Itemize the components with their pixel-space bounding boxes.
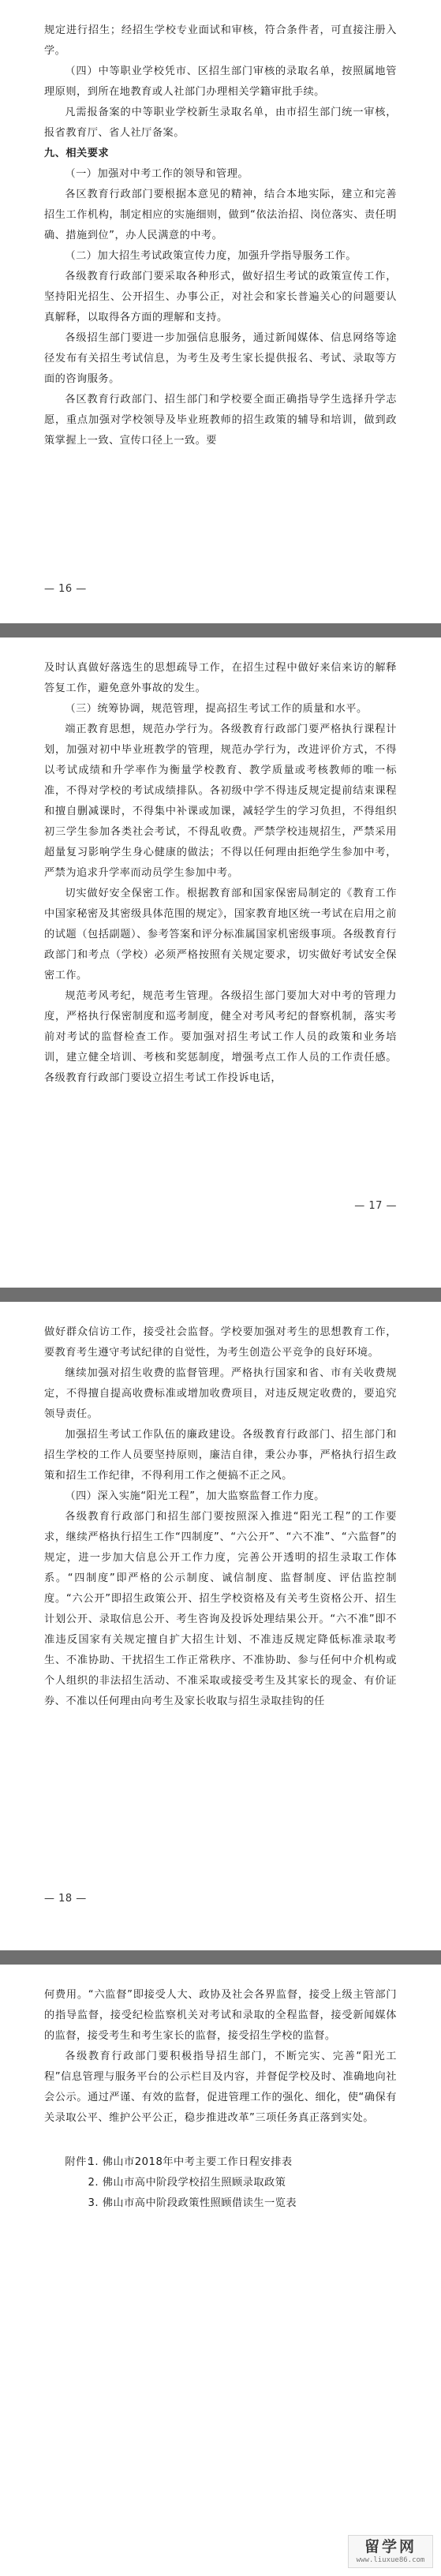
attachments (44, 2152, 397, 2214)
document-page-17 (0, 637, 441, 1288)
subsection-heading: （三）统筹协调，规范管理，提高招生考试工作的质量和水平。 (65, 703, 368, 715)
page-17-body (44, 658, 397, 1089)
attachment-item: 3. 佛山市高中阶段政策性照顾借读生一览表 (88, 2197, 297, 2209)
paragraph: 及时认真做好落选生的思想疏导工作，在招生过程中做好来信来访的解释答复工作，避免意外事故的发生。 (44, 662, 397, 694)
subsection-heading: （四）深入实施“阳光工程”，加大监察监督工作力度。 (65, 1490, 325, 1502)
paragraph: 端正教育思想，规范办学行为。各级教育行政部门要严格执行课程计划，加强对初中毕业班教学的管理，规范办学行为，改进评价方式，不得以考试成绩和升学率作为衡量学校教育、教学质量或考核教师的唯一标准，不得对学校的考试成绩排队。各初级中学不得违反规定提前结束课程和擅自删减课时，不得集中补课或加课，减轻学生的学习负担，不得组织初三学生参加各类社会考试，不得乱收费。严禁学校违规招生，严禁采用超量复习影响学生身心健康的做法；不得以任何理由拒绝学生参加中考，严禁为追求升学率而动员学生参加中考。 (44, 723, 397, 879)
paragraph: （四）中等职业学校凭市、区招生部门审核的录取名单，按照属地管理原则，到所在地教育或人社部门办理相关学籍审批手续。 (44, 65, 397, 98)
page-18-body (44, 1322, 397, 1712)
paragraph: 各区教育行政部门要根据本意见的精神，结合本地实际，建立和完善招生工作机构，制定相应的实施细则，做到“依法治招、岗位落实、责任明确、措施到位”，办人民满意的中考。 (44, 189, 397, 241)
paragraph: 各区教育行政部门、招生部门和学校要全面正确指导学生选择升学志愿，重点加强对学校领导及毕业班教师的招生政策的辅导和培训，做到政策掌握上一致、宣传口径上一致。要 (44, 394, 397, 447)
attachments-list (88, 2152, 397, 2214)
attachment-item: 1. 佛山市2018年中考主要工作日程安排表 (88, 2156, 293, 2168)
page-number: — 16 — (44, 583, 87, 595)
paragraph: 何费用。“六监督”即接受人大、政协及社会各界监督，接受上级主管部门的指导监督，接受纪检监察机关对考试和录取的全程监督，接受新闻媒体的监督，接受考生和考生家长的监督，接受招生学校的监督。 (44, 1989, 397, 2042)
paragraph: 各级教育行政部门要采取各种形式，做好招生考试的政策宣传工作，坚持阳光招生、公开招生、办事公正，对社会和家长普遍关心的问题要认真解释，以取得各方面的理解和支持。 (44, 271, 397, 323)
page-number: — 17 — (354, 1200, 397, 1212)
paragraph: 做好群众信访工作，接受社会监督。学校要加强对考生的思想教育工作，要教育考生遵守考试纪律的自觉性，为考生创造公平竞争的良好环境。 (44, 1326, 397, 1359)
paragraph: 规定进行招生；经招生学校专业面试和审核，符合条件者，可直接注册入学。 (44, 24, 397, 57)
page-16-body (44, 21, 397, 451)
watermark-url: www.liuxue86.com (356, 2556, 425, 2564)
document-page-19 (0, 1965, 441, 2576)
document-page-16 (0, 0, 441, 623)
paragraph: 切实做好安全保密工作。根据教育部和国家保密局制定的《教育工作中国家秘密及其密级具体范围的规定》，国家教育地区统一考试在启用之前的试题（包括副题）、参考答案和评分标准属国家机密级事项。各级教育行政部门和考点（学校）必须严格按照有关规定要求，切实做好考试安全保密工作。 (44, 888, 397, 981)
attachments-row (44, 2152, 397, 2214)
section-heading: 九、相关要求 (44, 148, 110, 159)
subsection-heading: （二）加大招生考试政策宣传力度，加强升学指导服务工作。 (65, 250, 357, 262)
paragraph: 凡需报备案的中等职业学校新生录取名单，由市招生部门统一审核，报省教育厅、省人社厅备案。 (44, 107, 397, 139)
paragraph: 规范考风考纪，规范考生管理。各级招生部门要加大对中考的管理力度，严格执行保密制度和巡考制度，健全对考风考纪的督察机制，落实考前对考试的监督检查工作。要加强对招生考试工作人员的政策和业务培训，建立健全培训、考核和奖惩制度，增强考点工作人员的工作责任感。各级教育行政部门要设立招生考试工作投诉电话， (44, 990, 397, 1084)
attachments-label: 附件： (65, 2156, 98, 2168)
paragraph: 各级招生部门要进一步加强信息服务，通过新闻媒体、信息网络等途径发布有关招生考试信息，为考生及考生家长提供报名、考试、录取等方面的咨询服务。 (44, 332, 397, 385)
document-page-18 (0, 1302, 441, 1950)
page-number: — 18 — (44, 1893, 87, 1905)
paragraph: 各级教育行政部门要积极指导招生部门，不断完实、完善“阳光工程”信息管理与服务平台的公示栏目及内容，并督促学校及时、准确地向社会公示。通过严谨、有效的监督，促进管理工作的强化、细化，使“确保有关录取公平、维护公平公正，稳步推进改革”三项任务真正落到实处。 (44, 2051, 397, 2124)
paragraph: 加强招生考试工作队伍的廉政建设。各级教育行政部门、招生部门和招生学校的工作人员要坚持原则，廉洁自律，秉公办事，严格执行招生政策和招生工作纪律，不得利用工作之便搞不正之风。 (44, 1429, 397, 1482)
watermark-title: 留学网 (364, 2538, 417, 2555)
page-19-body (44, 1985, 397, 2214)
site-watermark-logo (348, 2535, 433, 2568)
paragraph: 各级教育行政部门和招生部门要按照深入推进“阳光工程”的工作要求，继续严格执行招生工作“四制度”、“六公开”、“六不准”、“六监督”的规定，进一步加大信息公开工作力度，完善公开透明的招生录取工作体系。“四制度”即严格的公示制度、诚信制度、监督制度、评估监控制度。“六公开”即招生政策公开、招生学校资格及有关考生资格公开、招生计划公开、录取信息公开、考生咨询及投诉处理结果公开。“六不准”即不准违反国家有关规定擅自扩大招生计划、不准违反规定降低标准录取考生、不准协助、干扰招生工作正常秩序、不准协助、参与任何中介机构或个人组织的非法招生活动、不准采取或接受考生及其家长的现金、有价证券、不准以任何理由向考生及家长收取与招生录取挂钩的任 (44, 1511, 397, 1707)
paragraph: 继续加强对招生收费的监督管理。严格执行国家和省、市有关收费规定，不得擅自提高收费标准或增加收费项目，对违反规定收费的，要追究领导责任。 (44, 1367, 397, 1420)
attachment-item: 2. 佛山市高中阶段学校招生照顾录取政策 (88, 2177, 286, 2189)
subsection-heading: （一）加强对中考工作的领导和管理。 (65, 168, 249, 180)
